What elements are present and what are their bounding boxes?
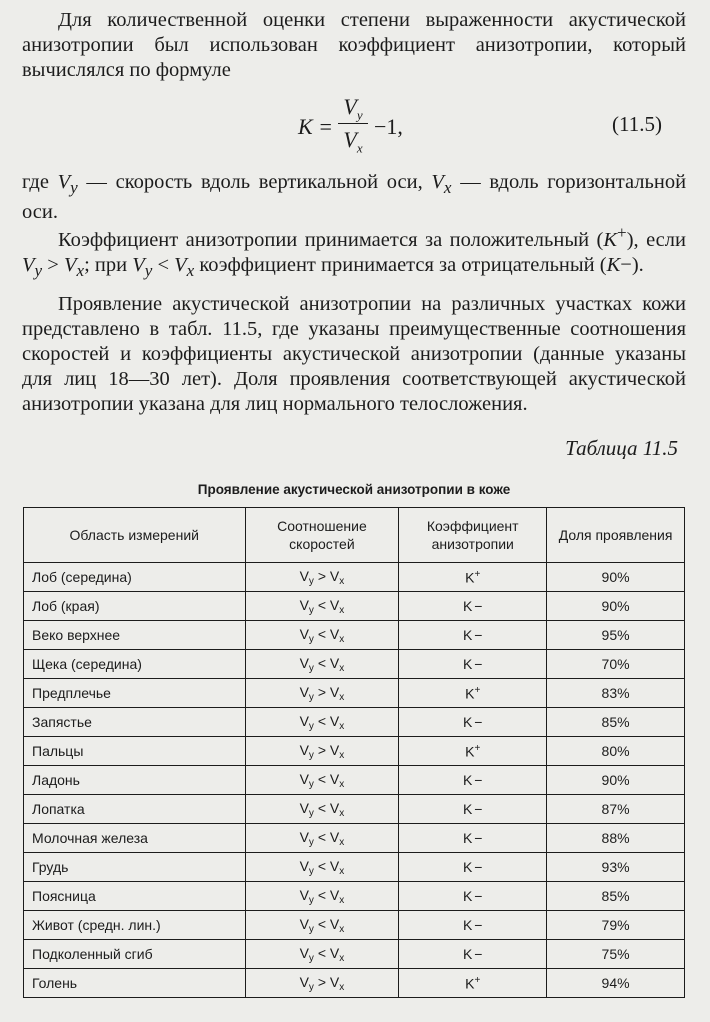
cell-share: 75% [547, 940, 685, 969]
cell-share: 79% [547, 911, 685, 940]
equation-number: (11.5) [612, 112, 662, 136]
table-row [24, 708, 685, 737]
table-row [24, 563, 685, 592]
cell-area: Подколенный сгиб [24, 940, 246, 969]
cell-share: 94% [547, 969, 685, 998]
cell-coefficient: K+ [399, 563, 547, 592]
paragraph-intro: Для количественной оценки степени выраженности акустической анизотропии был использован коэффициент анизотропии, который вычислялся по формуле [22, 9, 686, 81]
cell-ratio: $V_y < V_x$ [245, 621, 399, 650]
table-row [24, 650, 685, 679]
cell-ratio: $V_y < V_x$ [245, 911, 399, 940]
paragraph-where: где $V_y$ — скорость вдоль вертикальной оси, $V_x$ — вдоль горизонтальной оси. [22, 171, 687, 224]
cell-share: 83% [547, 679, 685, 708]
cell-coefficient: K − [399, 708, 547, 737]
header-ratio: Соотношение скоростей [245, 508, 399, 563]
cell-coefficient: K − [399, 882, 547, 911]
cell-ratio: $V_y > V_x$ [245, 737, 399, 766]
formula-rhs: −1, [374, 114, 403, 139]
cell-ratio: $V_y < V_x$ [245, 592, 399, 621]
cell-coefficient: K − [399, 853, 547, 882]
cell-coefficient: K − [399, 824, 547, 853]
cell-ratio: $V_y > V_x$ [245, 679, 399, 708]
table-row [24, 911, 685, 940]
paragraph-manifestation: Проявление акустической анизотропии на различных участках кожи представлено в табл. 11.5, где указаны преимущественные соотношения скоростей и коэффициенты акустической анизотропии (данные указаны для лиц 18—30 лет). Доля проявления соответствующей акустической анизотропии указана для лиц нормального телосложения. [22, 293, 686, 415]
table-row [24, 621, 685, 650]
cell-area: Веко верхнее [24, 621, 246, 650]
formula-fraction: $V_y$ $V_x$ [338, 92, 368, 155]
cell-share: 90% [547, 563, 685, 592]
cell-area: Живот (средн. лин.) [24, 911, 246, 940]
cell-share: 88% [547, 824, 685, 853]
cell-ratio: $V_y < V_x$ [245, 795, 399, 824]
cell-ratio: $V_y > V_x$ [245, 563, 399, 592]
cell-coefficient: K − [399, 766, 547, 795]
cell-area: Запястье [24, 708, 246, 737]
paragraph-sign: Коэффициент анизотропии принимается за положительный (K+), если $V_y > V_x$; при $V_y < V_x$ коэффициент принимается за отрицательный (K−). [22, 223, 686, 280]
anisotropy-table [23, 507, 685, 998]
cell-ratio: $V_y < V_x$ [245, 766, 399, 795]
cell-coefficient: K − [399, 650, 547, 679]
header-area: Область измерений [24, 508, 246, 563]
table-label: Таблица 11.5 [565, 436, 678, 460]
cell-area: Лоб (края) [24, 592, 246, 621]
cell-ratio: $V_y < V_x$ [245, 853, 399, 882]
cell-area: Предплечье [24, 679, 246, 708]
cell-share: 85% [547, 708, 685, 737]
header-coefficient: Коэффициент анизотропии [399, 508, 547, 563]
formula-anisotropy [298, 92, 468, 162]
cell-share: 93% [547, 853, 685, 882]
table-row [24, 824, 685, 853]
table-row [24, 766, 685, 795]
cell-share: 87% [547, 795, 685, 824]
header-share: Доля проявления [547, 508, 685, 563]
cell-area: Голень [24, 969, 246, 998]
cell-coefficient: K+ [399, 737, 547, 766]
table-row [24, 737, 685, 766]
table-row [24, 853, 685, 882]
cell-area: Поясница [24, 882, 246, 911]
table-row [24, 940, 685, 969]
cell-share: 90% [547, 766, 685, 795]
table-row [24, 679, 685, 708]
table-row [24, 882, 685, 911]
cell-area: Грудь [24, 853, 246, 882]
cell-area: Щека (середина) [24, 650, 246, 679]
cell-share: 70% [547, 650, 685, 679]
cell-ratio: $V_y > V_x$ [245, 969, 399, 998]
table-row [24, 592, 685, 621]
table-header-row [24, 508, 685, 563]
table-row [24, 969, 685, 998]
cell-ratio: $V_y < V_x$ [245, 650, 399, 679]
cell-coefficient: K − [399, 940, 547, 969]
cell-area: Молочная железа [24, 824, 246, 853]
cell-share: 95% [547, 621, 685, 650]
formula-numerator: V [343, 94, 357, 119]
cell-coefficient: K − [399, 795, 547, 824]
cell-area: Ладонь [24, 766, 246, 795]
cell-ratio: $V_y < V_x$ [245, 882, 399, 911]
table-row [24, 795, 685, 824]
cell-coefficient: K − [399, 911, 547, 940]
formula-denominator: V [343, 127, 357, 152]
cell-ratio: $V_y < V_x$ [245, 824, 399, 853]
cell-ratio: $V_y < V_x$ [245, 708, 399, 737]
cell-share: 80% [547, 737, 685, 766]
cell-coefficient: K+ [399, 969, 547, 998]
cell-coefficient: K − [399, 621, 547, 650]
cell-area: Лопатка [24, 795, 246, 824]
cell-area: Лоб (середина) [24, 563, 246, 592]
table-caption: Проявление акустической анизотропии в коже [197, 482, 511, 497]
cell-coefficient: K+ [399, 679, 547, 708]
cell-share: 85% [547, 882, 685, 911]
formula-lhs: K = [298, 114, 334, 139]
cell-share: 90% [547, 592, 685, 621]
cell-coefficient: K − [399, 592, 547, 621]
cell-area: Пальцы [24, 737, 246, 766]
cell-ratio: $V_y < V_x$ [245, 940, 399, 969]
